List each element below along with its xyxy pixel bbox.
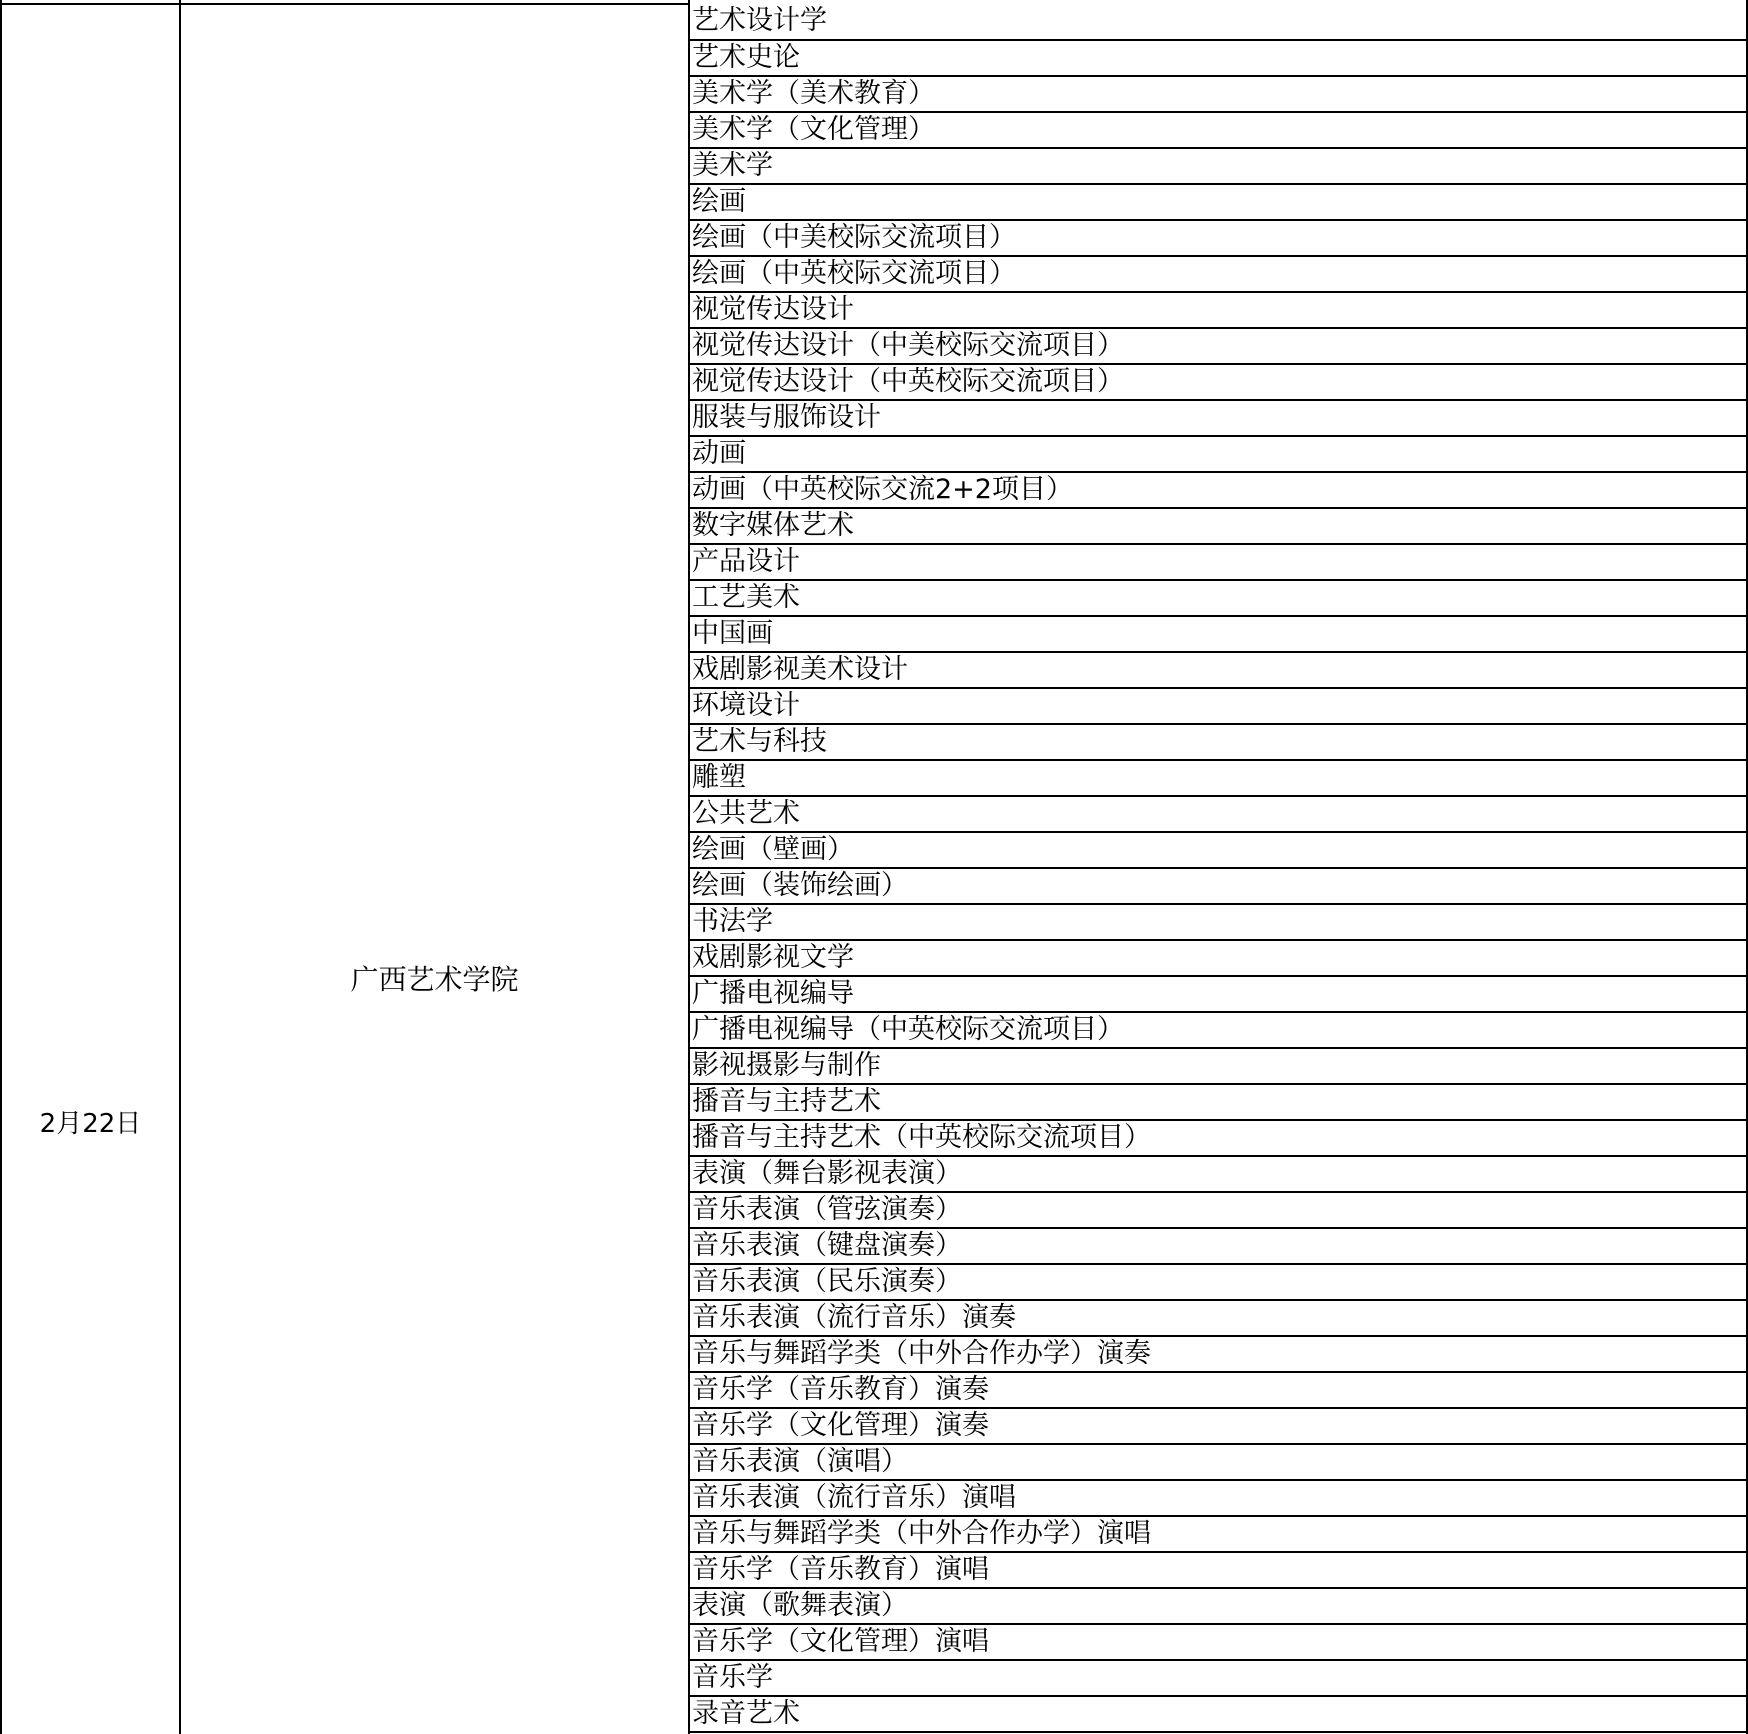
major-row: 中国画 (690, 617, 1746, 653)
major-row: 雕塑 (690, 761, 1746, 797)
school-cell (181, 5, 688, 1734)
major-row: 戏剧影视文学 (690, 941, 1746, 977)
major-row: 播音与主持艺术（中英校际交流项目） (690, 1121, 1746, 1157)
major-row: 环境设计 (690, 689, 1746, 725)
major-row: 绘画 (690, 185, 1746, 221)
major-row: 艺术与科技 (690, 725, 1746, 761)
major-row: 音乐表演（演唱） (690, 1445, 1746, 1481)
major-row: 艺术史论 (690, 41, 1746, 77)
major-row: 戏剧影视美术设计 (690, 653, 1746, 689)
major-row: 音乐学 (690, 1661, 1746, 1697)
major-row: 绘画（装饰绘画） (690, 869, 1746, 905)
major-row: 音乐表演（流行音乐）演唱 (690, 1481, 1746, 1517)
major-row: 音乐学（文化管理）演奏 (690, 1409, 1746, 1445)
major-row: 音乐表演（管弦演奏） (690, 1193, 1746, 1229)
major-row: 音乐表演（流行音乐）演奏 (690, 1301, 1746, 1337)
major-row: 视觉传达设计（中英校际交流项目） (690, 365, 1746, 401)
major-row: 音乐表演（键盘演奏） (690, 1229, 1746, 1265)
major-row: 音乐学（音乐教育）演奏 (690, 1373, 1746, 1409)
date-cell (2, 5, 179, 1734)
major-row: 产品设计 (690, 545, 1746, 581)
major-row: 动画 (690, 437, 1746, 473)
major-row: 工艺美术 (690, 581, 1746, 617)
date-text: 2月22日 (39, 1109, 142, 1139)
major-row: 播音与主持艺术 (690, 1085, 1746, 1121)
major-row: 书法学 (690, 905, 1746, 941)
major-row: 动画（中英校际交流2+2项目） (690, 473, 1746, 509)
major-row: 绘画（壁画） (690, 833, 1746, 869)
major-row: 录音艺术 (690, 1697, 1746, 1733)
major-row: 服装与服饰设计 (690, 401, 1746, 437)
major-row: 视觉传达设计 (690, 293, 1746, 329)
major-row: 表演（歌舞表演） (690, 1589, 1746, 1625)
major-list (690, 4, 1746, 1733)
major-row: 音乐学（音乐教育）演唱 (690, 1553, 1746, 1589)
major-row: 表演（舞台影视表演） (690, 1157, 1746, 1193)
major-row: 广播电视编导 (690, 977, 1746, 1013)
major-row: 广播电视编导（中英校际交流项目） (690, 1013, 1746, 1049)
major-row: 美术学（文化管理） (690, 113, 1746, 149)
major-row: 音乐学（文化管理）演唱 (690, 1625, 1746, 1661)
major-row: 绘画（中英校际交流项目） (690, 257, 1746, 293)
major-row: 美术学 (690, 149, 1746, 185)
major-row: 艺术设计学 (690, 4, 1746, 41)
major-row: 绘画（中美校际交流项目） (690, 221, 1746, 257)
major-row: 音乐表演（民乐演奏） (690, 1265, 1746, 1301)
major-row: 美术学（美术教育） (690, 77, 1746, 113)
major-row: 影视摄影与制作 (690, 1049, 1746, 1085)
major-row: 音乐与舞蹈学类（中外合作办学）演奏 (690, 1337, 1746, 1373)
major-row: 音乐与舞蹈学类（中外合作办学）演唱 (690, 1517, 1746, 1553)
major-row: 数字媒体艺术 (690, 509, 1746, 545)
major-row: 视觉传达设计（中美校际交流项目） (690, 329, 1746, 365)
school-name: 广西艺术学院 (350, 963, 519, 996)
major-row: 公共艺术 (690, 797, 1746, 833)
